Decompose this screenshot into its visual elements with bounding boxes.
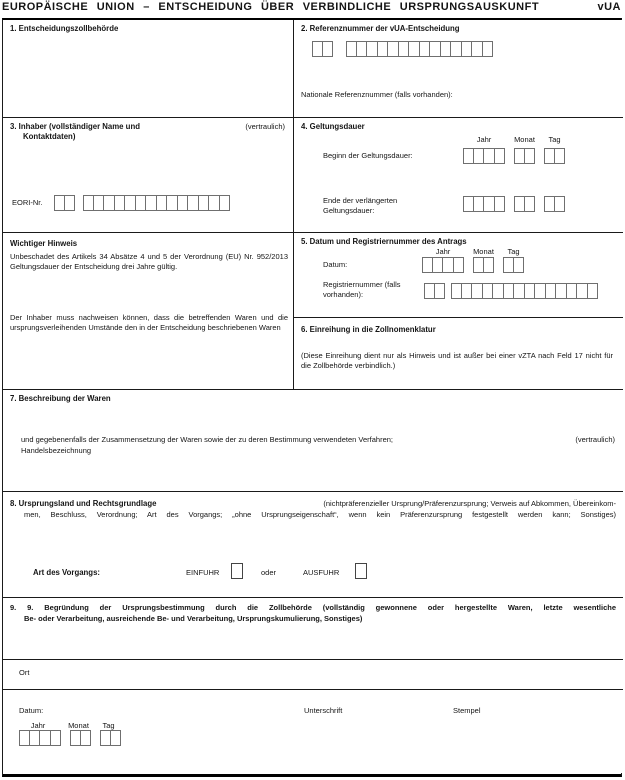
box-2-reference-number [294,20,623,118]
character-box[interactable] [115,195,126,211]
box8-note-line1: (nichtpräferenzieller Ursprung/Präferenzursprung; Verweis auf Abkommen, Übereinkom- [323,499,616,508]
character-box-group[interactable] [424,283,445,299]
box2-label: 2. Referenznummer der vUA-Entscheidung [301,24,460,33]
box-6-nomenclature-classification [294,318,623,390]
year-column-label: Jahr [435,247,451,256]
signature-date-boxes[interactable] [19,730,121,746]
character-box-group[interactable] [83,195,230,211]
box9-line2: Be- oder Verarbeitung, ausreichende Be- und Verarbeitung, Ursprungskumulierung, Sonstiges) [24,613,363,623]
character-box[interactable] [157,195,168,211]
box3-label: 3. Inhaber (vollständiger Name und Kontaktdaten) [10,122,140,141]
day-column-label: Tag [102,721,115,730]
character-box-group[interactable] [312,41,333,57]
character-box[interactable] [495,148,506,164]
character-box[interactable] [504,283,515,299]
character-box[interactable] [188,195,199,211]
box7-subtext: und gegebenenfalls der Zusammensetzung der Waren sowie der zu deren Bestimmung verwendeten Verfahren; [21,435,394,444]
character-box-group[interactable] [70,730,91,746]
character-box[interactable] [577,283,588,299]
character-box[interactable] [472,41,483,57]
national-reference-label: Nationale Referenznummer (falls vorhanden): [301,90,453,99]
character-box[interactable] [514,257,525,273]
character-box[interactable] [472,283,483,299]
application-date-label: Datum: [323,260,348,269]
character-box[interactable] [104,195,115,211]
character-box[interactable] [94,195,105,211]
box6-label: 6. Einreihung in die Zollnomenklatur [301,325,436,334]
character-box[interactable] [30,730,41,746]
character-box[interactable] [454,257,465,273]
box-9-origin-justification [3,598,623,660]
trade-name-label: Handelsbezeichnung [21,446,92,455]
character-box[interactable] [357,41,368,57]
character-box[interactable] [474,196,485,212]
export-label: AUSFUHR [303,568,340,577]
character-box[interactable] [323,41,334,57]
character-box[interactable] [462,41,473,57]
character-box[interactable] [514,283,525,299]
box8-note-line2: men, Beschluss, Verordnung; Art des Vorgangs; „ohne Ursprungseigenschaft“, wenn kein Präferenzursprung festgestellt werden kann; Sonstiges) [24,509,616,519]
character-box-group[interactable] [544,148,565,164]
form-code: vUA [597,1,621,13]
character-box[interactable] [146,195,157,211]
notice-title: Wichtiger Hinweis [10,239,78,248]
notice-paragraph-1: Unbeschadet des Artikels 34 Absätze 4 und 5 der Verordnung (EU) Nr. 952/2013 Geltungsdauer der Entscheidung drei Jahre gültig. [10,252,288,271]
character-box[interactable] [556,283,567,299]
import-label: EINFUHR [186,568,220,577]
character-box[interactable] [433,257,444,273]
character-box[interactable] [555,148,566,164]
box-1-decision-authority [3,20,294,118]
registration-number-boxes[interactable] [424,283,598,299]
character-box-group[interactable] [463,148,505,164]
or-label: oder [261,568,277,577]
box-3-holder [3,118,294,233]
character-box-group[interactable] [100,730,121,746]
character-box[interactable] [83,195,94,211]
character-box[interactable] [100,730,111,746]
character-box[interactable] [220,195,231,211]
character-box-group[interactable] [463,196,505,212]
signature-label: Unterschrift [304,706,343,715]
character-box[interactable] [178,195,189,211]
character-box-group[interactable] [346,41,493,57]
month-column-label: Monat [68,721,89,730]
validity-begin-date-boxes[interactable] [463,148,565,164]
character-box[interactable] [367,41,378,57]
character-box[interactable] [544,196,555,212]
box7-label: 7. Beschreibung der Waren [10,394,111,403]
box-5-application-date-registration [294,233,623,318]
character-box[interactable] [463,196,474,212]
character-box[interactable] [420,41,431,57]
character-box[interactable] [424,283,435,299]
character-box-group[interactable] [422,257,464,273]
signature-row [3,690,623,773]
character-box[interactable] [484,148,495,164]
character-box[interactable] [473,257,484,273]
export-checkbox[interactable] [355,563,367,579]
application-date-boxes[interactable] [422,257,524,273]
box8-heading-line [10,499,616,509]
character-box[interactable] [51,730,62,746]
character-box-group[interactable] [19,730,61,746]
character-box[interactable] [493,283,504,299]
character-box[interactable] [525,283,536,299]
validity-begin-label: Beginn der Geltungsdauer: [323,151,413,160]
character-box[interactable] [19,730,30,746]
character-box[interactable] [422,257,433,273]
character-box[interactable] [441,41,452,57]
character-box[interactable] [503,257,514,273]
character-box[interactable] [167,195,178,211]
character-box[interactable] [40,730,51,746]
character-box[interactable] [409,41,420,57]
box1-label: 1. Entscheidungszollbehörde [10,24,119,33]
character-box-group[interactable] [503,257,524,273]
reference-number-boxes[interactable] [312,41,493,57]
validity-end-label: Ende der verlängerten Geltungsdauer: [323,196,398,215]
character-box[interactable] [451,283,462,299]
character-box-group[interactable] [514,148,535,164]
character-box[interactable] [462,283,473,299]
character-box[interactable] [484,257,495,273]
character-box[interactable] [451,41,462,57]
character-box[interactable] [199,195,210,211]
character-box[interactable] [378,41,389,57]
important-notice [3,233,294,390]
character-box[interactable] [525,148,536,164]
character-box[interactable] [544,148,555,164]
signature-date-label: Datum: [19,706,44,715]
character-box[interactable] [435,283,446,299]
character-box[interactable] [312,41,323,57]
character-box[interactable] [125,195,136,211]
box8-label: 8. Ursprungsland und Rechtsgrundlage [10,499,157,508]
character-box[interactable] [81,730,92,746]
box3-confidential-note: (vertraulich) [245,122,285,131]
character-box[interactable] [443,257,454,273]
character-box[interactable] [346,41,357,57]
box-4-validity-period [294,118,623,233]
character-box[interactable] [463,148,474,164]
character-box[interactable] [555,196,566,212]
character-box[interactable] [65,195,76,211]
form-body [2,18,622,777]
character-box[interactable] [525,196,536,212]
box4-date-column-headers [463,135,565,144]
character-box-group[interactable] [514,196,535,212]
box5-label: 5. Datum und Registriernummer des Antrags [301,237,467,246]
eori-number-boxes[interactable] [54,195,230,211]
character-box[interactable] [388,41,399,57]
character-box[interactable] [54,195,65,211]
character-box[interactable] [588,283,599,299]
character-box[interactable] [483,283,494,299]
validity-end-date-boxes[interactable] [463,196,565,212]
day-column-label: Tag [548,135,561,144]
box-8-country-of-origin [3,492,623,598]
place-label: Ort [19,668,30,677]
month-column-label: Monat [473,247,494,256]
year-column-label: Jahr [30,721,46,730]
box6-note: (Diese Einreihung dient nur als Hinweis und ist außer bei einer vZTA nach Feld 17 nicht für die Zollbehörde verbindlich.) [301,351,613,370]
character-box[interactable] [535,283,546,299]
box7-confidential-note: (vertraulich) [575,435,615,444]
place-row [3,660,623,690]
box9-line1: 9. 9. Begründung der Ursprungsbestimmung durch die Zollbehörde (vollständig gewonnene oder hergestellte Waren, letzte wesentliche [10,603,616,612]
eori-label: EORI-Nr. [12,198,43,207]
character-box[interactable] [70,730,81,746]
character-box[interactable] [546,283,557,299]
box5-date-column-headers [422,247,524,256]
form-title: EUROPÄISCHE UNION – ENTSCHEIDUNG ÜBER VERBINDLICHE URSPRUNGSAUSKUNFT [2,1,540,13]
character-box[interactable] [514,148,525,164]
character-box[interactable] [483,41,494,57]
month-column-label: Monat [514,135,535,144]
form-header [2,1,621,18]
year-column-label: Jahr [476,135,492,144]
stamp-label: Stempel [453,706,481,715]
character-box-group[interactable] [473,257,494,273]
day-column-label: Tag [507,247,520,256]
character-box[interactable] [484,196,495,212]
character-box[interactable] [567,283,578,299]
character-box[interactable] [111,730,122,746]
character-box-group[interactable] [451,283,598,299]
character-box[interactable] [399,41,410,57]
box-7-goods-description [3,390,623,492]
character-box-group[interactable] [544,196,565,212]
character-box[interactable] [495,196,506,212]
registration-number-label: Registriernummer (falls vorhanden): [323,280,401,299]
signature-date-column-headers [17,721,119,730]
notice-paragraph-2: Der Inhaber muss nachweisen können, dass die betreffenden Waren und die ursprungsverleihenden Umstände den in der Entscheidung beschriebenen Waren [10,313,288,332]
operation-type-label: Art des Vorgangs: [33,568,101,577]
import-checkbox[interactable] [231,563,243,579]
character-box[interactable] [209,195,220,211]
character-box[interactable] [136,195,147,211]
character-box-group[interactable] [54,195,75,211]
character-box[interactable] [514,196,525,212]
character-box[interactable] [430,41,441,57]
character-box[interactable] [474,148,485,164]
box4-label: 4. Geltungsdauer [301,122,365,131]
